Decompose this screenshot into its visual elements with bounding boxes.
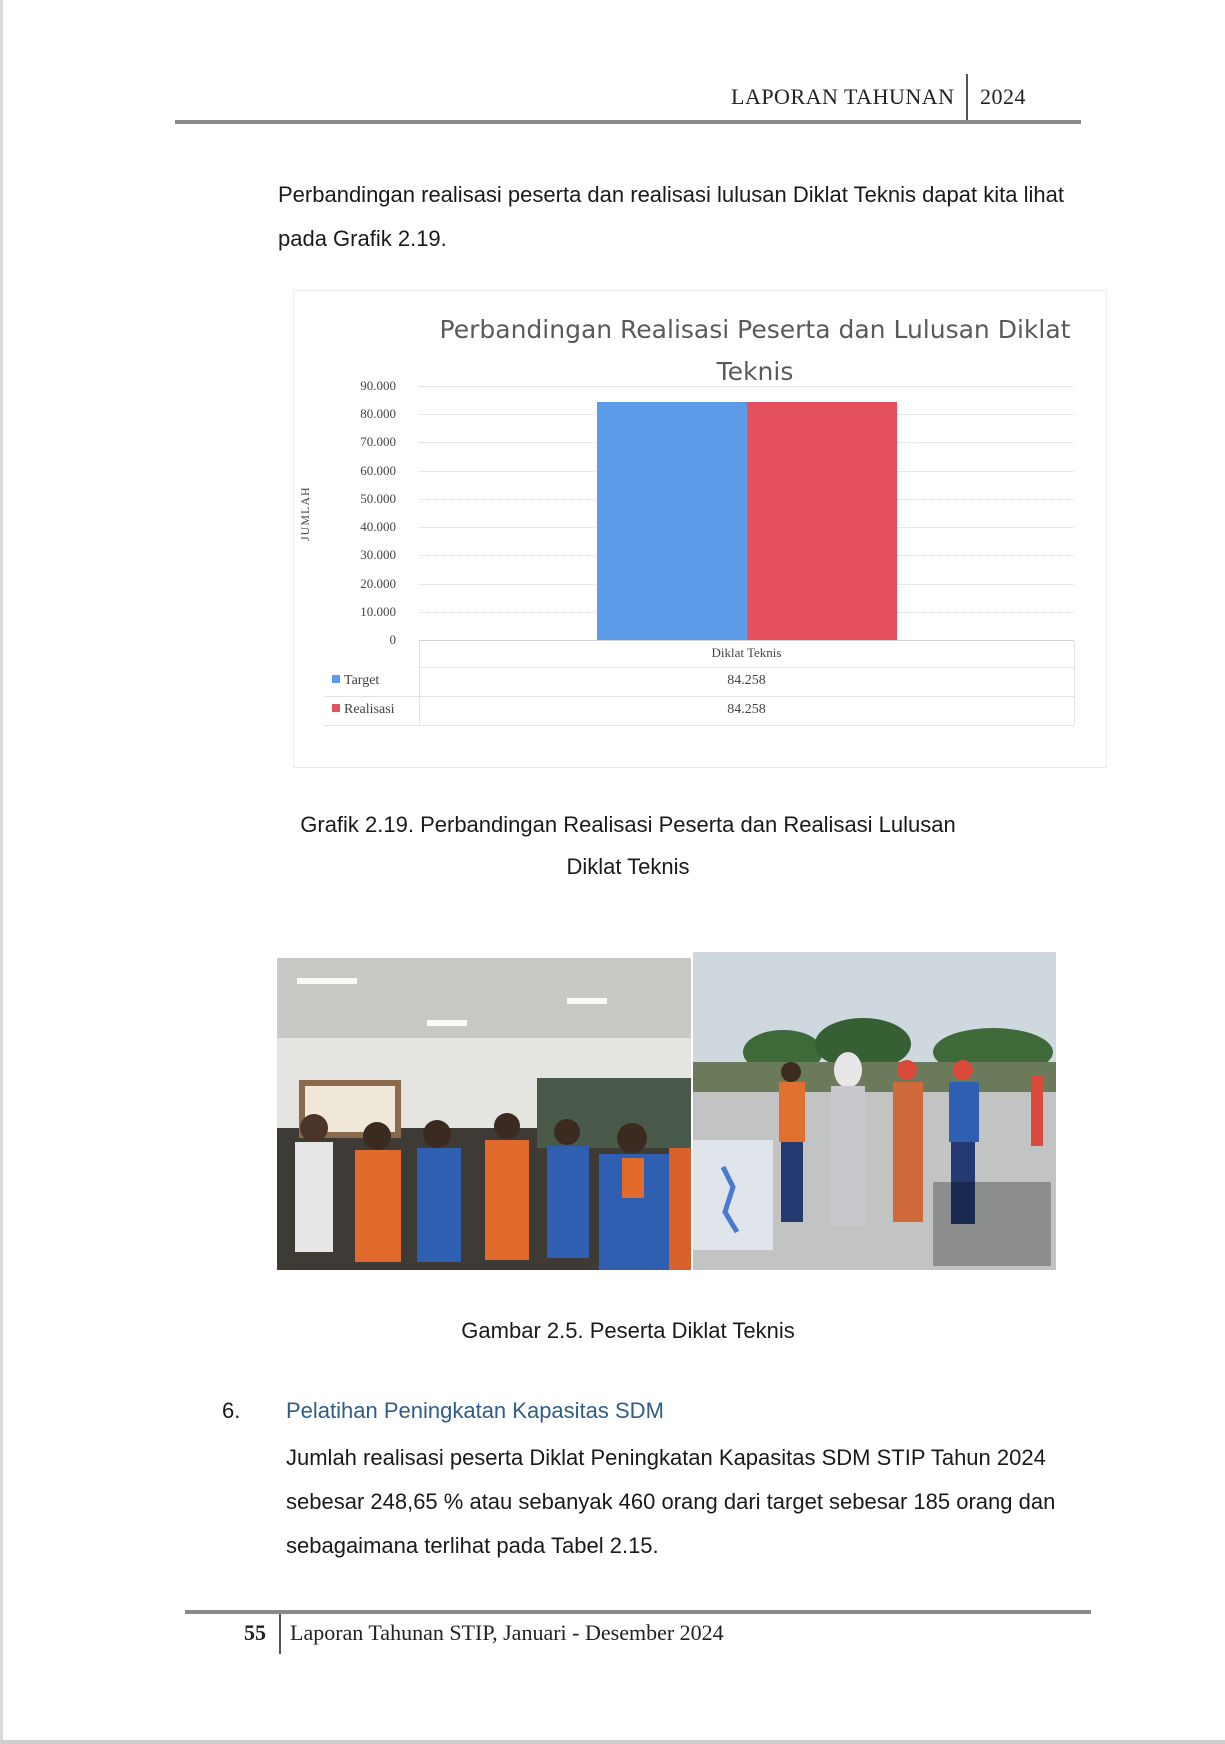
legend-target-label: Target [344, 673, 380, 688]
chart-caption-line1: Grafik 2.19. Perbandingan Realisasi Peserta dan Realisasi Lulusan [300, 812, 956, 837]
footer-separator [279, 1614, 281, 1654]
chart-caption [175, 804, 1081, 888]
chart-y-tick-label: 0 [389, 632, 396, 647]
legend-target-swatch [332, 675, 340, 683]
table-line [324, 696, 1074, 697]
page-edge [0, 0, 3, 1744]
header-year: 2024 [980, 84, 1026, 109]
bar-chart [293, 290, 1107, 768]
chart-y-tick-label: 50.000 [360, 490, 396, 506]
chart-y-tick-label: 60.000 [360, 462, 396, 478]
chart-y-tick-label: 20.000 [360, 575, 396, 591]
section-number: 6. [222, 1398, 241, 1423]
header-title: LAPORAN TAHUNAN [731, 84, 955, 109]
bar-target [597, 402, 747, 640]
section-title: Pelatihan Peningkatan Kapasitas SDM [286, 1398, 664, 1423]
page-bottom-edge [0, 1740, 1225, 1744]
chart-title: Perbandingan Realisasi Peserta dan Lulusan Diklat Teknis [439, 315, 1071, 386]
intro-paragraph: Perbandingan realisasi peserta dan realisasi lulusan Diklat Teknis dapat kita lihat pada Grafik 2.19. [278, 182, 1064, 251]
table-value-target: 84.258 [727, 673, 766, 688]
legend-target [332, 673, 379, 689]
table-line [324, 725, 1074, 726]
section-paragraph: Jumlah realisasi peserta Diklat Peningkatan Kapasitas SDM STIP Tahun 2024 sebesar 248,65 % atau sebanyak 460 orang dari target sebesar 185 orang dan sebagaimana terlihat pada Tabel 2.15. [286, 1445, 1056, 1558]
header-separator [966, 74, 968, 122]
legend-realisasi [332, 702, 395, 718]
chart-category-label: Diklat Teknis [711, 645, 782, 660]
chart-y-tick-label: 30.000 [360, 547, 396, 563]
chart-y-tick-label: 40.000 [360, 519, 396, 535]
chart-x-axis-line [419, 640, 1074, 641]
table-value-realisasi: 84.258 [727, 702, 766, 717]
chart-y-tick-label: 90.000 [360, 378, 396, 393]
footer-text: Laporan Tahunan STIP, Januari - Desember 2024 [290, 1620, 724, 1645]
footer-page-number: 55 [244, 1620, 266, 1645]
table-line [1074, 641, 1075, 725]
chart-y-tick-label: 80.000 [360, 406, 396, 422]
chart-y-tick-label: 10.000 [360, 603, 396, 619]
legend-realisasi-label: Realisasi [344, 702, 395, 717]
chart-y-axis-label: JUMLAH [298, 486, 312, 541]
bar-realisasi [747, 402, 897, 640]
legend-realisasi-swatch [332, 704, 340, 712]
photo-outdoor-firefighting-training [693, 952, 1056, 1270]
photo-caption: Gambar 2.5. Peserta Diklat Teknis [461, 1318, 795, 1343]
footer-rule [185, 1610, 1091, 1614]
chart-gridline [419, 386, 1074, 387]
header-rule [175, 120, 1081, 124]
chart-y-tick-label: 70.000 [360, 434, 396, 450]
chart-caption-line2: Diklat Teknis [566, 854, 690, 879]
photo-indoor-training [277, 958, 691, 1270]
table-line [419, 641, 420, 725]
table-line [419, 667, 1074, 668]
